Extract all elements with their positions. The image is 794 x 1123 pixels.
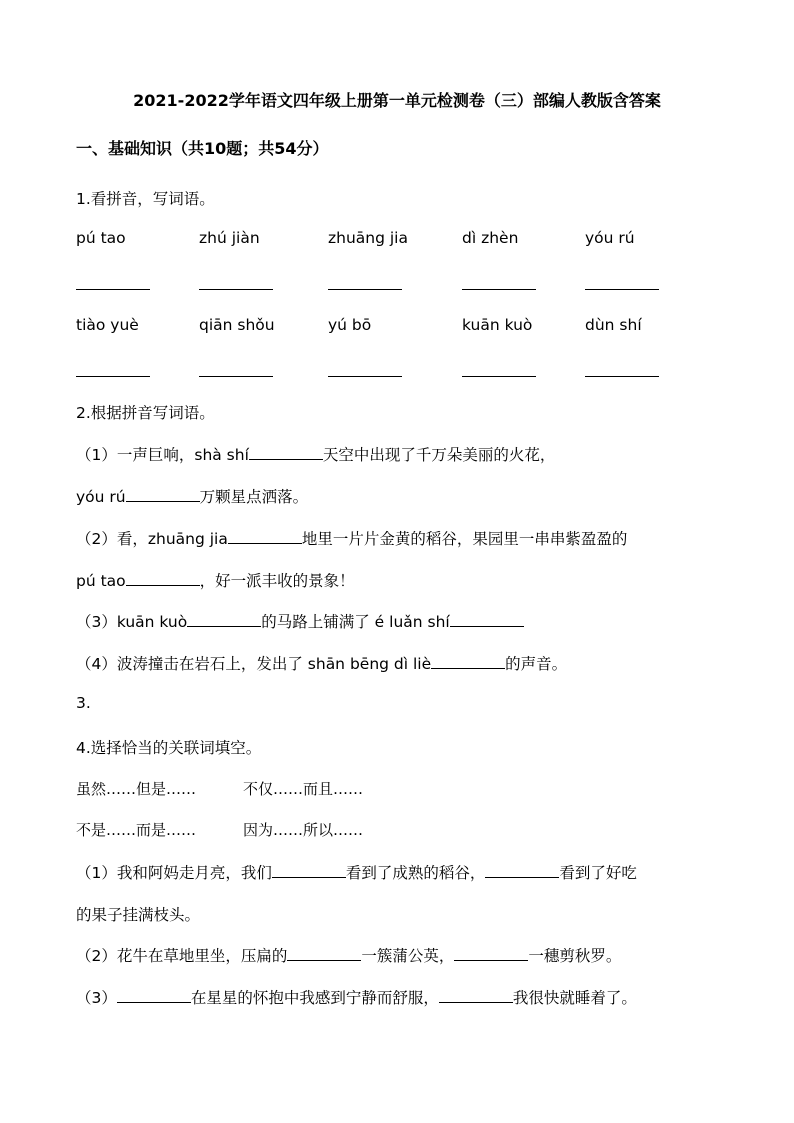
pinyin-item: qiān shǒu xyxy=(199,316,275,334)
answer-blank[interactable] xyxy=(126,571,200,586)
sentence-text: 看到了成熟的稻谷， xyxy=(345,864,486,882)
sentence-text: （3） xyxy=(76,989,117,1007)
sentence-text: 我很快就睡着了。 xyxy=(512,989,637,1007)
answer-blank[interactable] xyxy=(462,289,536,290)
answer-blank[interactable] xyxy=(328,289,402,290)
answer-blank[interactable] xyxy=(585,289,659,290)
answer-blank[interactable] xyxy=(439,988,513,1003)
answer-blank[interactable] xyxy=(585,376,659,377)
conjunction-option: 虽然……但是…… xyxy=(76,780,197,798)
conjunction-option: 不是……而是…… xyxy=(76,821,197,839)
pinyin-item: dùn shí xyxy=(585,316,642,334)
sentence-text: 地里一片片金黄的稻谷，果园里一串串紫盈盈的 xyxy=(301,530,628,548)
sentence-text: 的果子挂满枝头。 xyxy=(76,906,201,924)
answer-blank[interactable] xyxy=(450,612,524,627)
pinyin-item: kuān kuò xyxy=(462,316,533,334)
pinyin-item: yú bō xyxy=(328,316,372,334)
q4-sentence-1-cont xyxy=(76,903,200,925)
sentence-text: 一穗剪秋罗。 xyxy=(528,947,622,965)
q2-sentence-4 xyxy=(76,652,567,674)
answer-blank[interactable] xyxy=(199,376,273,377)
pinyin-item: zhú jiàn xyxy=(199,229,260,247)
sentence-text: （3）kuān kuò xyxy=(76,613,188,631)
sentence-text: 一簇蒲公英， xyxy=(361,947,455,965)
pinyin-item: zhuāng jia xyxy=(328,229,408,247)
pinyin-row-2 xyxy=(0,316,794,338)
answer-blank[interactable] xyxy=(187,612,261,627)
q4-sentence-3 xyxy=(76,986,637,1008)
sentence-text: （2）花牛在草地里坐，压扁的 xyxy=(76,947,288,965)
answer-blank[interactable] xyxy=(431,654,505,669)
pinyin-item: yóu rú xyxy=(585,229,635,247)
answer-blank[interactable] xyxy=(126,487,200,502)
sentence-text: 万颗星点洒落。 xyxy=(199,488,309,506)
sentence-text: 天空中出现了千万朵美丽的火花， xyxy=(322,446,556,464)
sentence-text: 看到了好吃 xyxy=(559,864,637,882)
sentence-text: 在星星的怀抱中我感到宁静而舒服， xyxy=(190,989,439,1007)
q3-number: 3. xyxy=(76,694,91,712)
page-title: 2021-2022学年语文四年级上册第一单元检测卷（三）部编人教版含答案 xyxy=(133,91,661,110)
q4-sentence-1 xyxy=(76,861,637,883)
answer-blank[interactable] xyxy=(454,946,528,961)
sentence-text: （1）一声巨响，shà shí xyxy=(76,446,249,464)
q4-prompt: 4.选择恰当的关联词填空。 xyxy=(76,739,262,757)
q2-sentence-2-cont xyxy=(76,569,355,591)
answer-blank[interactable] xyxy=(287,946,361,961)
q2-sentence-1 xyxy=(76,443,555,465)
pinyin-row-1 xyxy=(0,229,794,251)
sentence-text: yóu rú xyxy=(76,488,126,506)
q1-prompt: 1.看拼音，写词语。 xyxy=(76,190,215,208)
answer-blank[interactable] xyxy=(272,863,346,878)
answer-blank[interactable] xyxy=(328,376,402,377)
answer-blank[interactable] xyxy=(76,289,150,290)
pinyin-item: dì zhèn xyxy=(462,229,519,247)
answer-blank[interactable] xyxy=(76,376,150,377)
q2-sentence-2 xyxy=(76,527,627,549)
conjunction-option: 因为……所以…… xyxy=(243,821,364,839)
section-heading: 一、基础知识（共10题；共54分） xyxy=(76,139,329,158)
answer-blank[interactable] xyxy=(228,529,302,544)
pinyin-item: pú tao xyxy=(76,229,126,247)
q4-sentence-2 xyxy=(76,944,621,966)
conjunction-option: 不仅……而且…… xyxy=(243,780,364,798)
q2-prompt: 2.根据拼音写词语。 xyxy=(76,404,215,422)
q2-sentence-3 xyxy=(76,610,524,632)
sentence-text: （4）波涛撞击在岩石上，发出了 shān bēng dì liè xyxy=(76,655,432,673)
q2-sentence-1-cont xyxy=(76,485,308,507)
sentence-text: pú tao xyxy=(76,572,126,590)
answer-blank[interactable] xyxy=(462,376,536,377)
answer-blank[interactable] xyxy=(117,988,191,1003)
sentence-text: （1）我和阿妈走月亮，我们 xyxy=(76,864,272,882)
answer-blank[interactable] xyxy=(199,289,273,290)
sentence-text: （2）看，zhuāng jia xyxy=(76,530,228,548)
pinyin-item: tiào yuè xyxy=(76,316,139,334)
sentence-text: ，好一派丰收的景象！ xyxy=(199,572,355,590)
answer-blank[interactable] xyxy=(485,863,559,878)
sentence-text: 的声音。 xyxy=(505,655,568,673)
sentence-text: 的马路上铺满了 é luǎn shí xyxy=(261,613,450,631)
answer-blank[interactable] xyxy=(249,445,323,460)
